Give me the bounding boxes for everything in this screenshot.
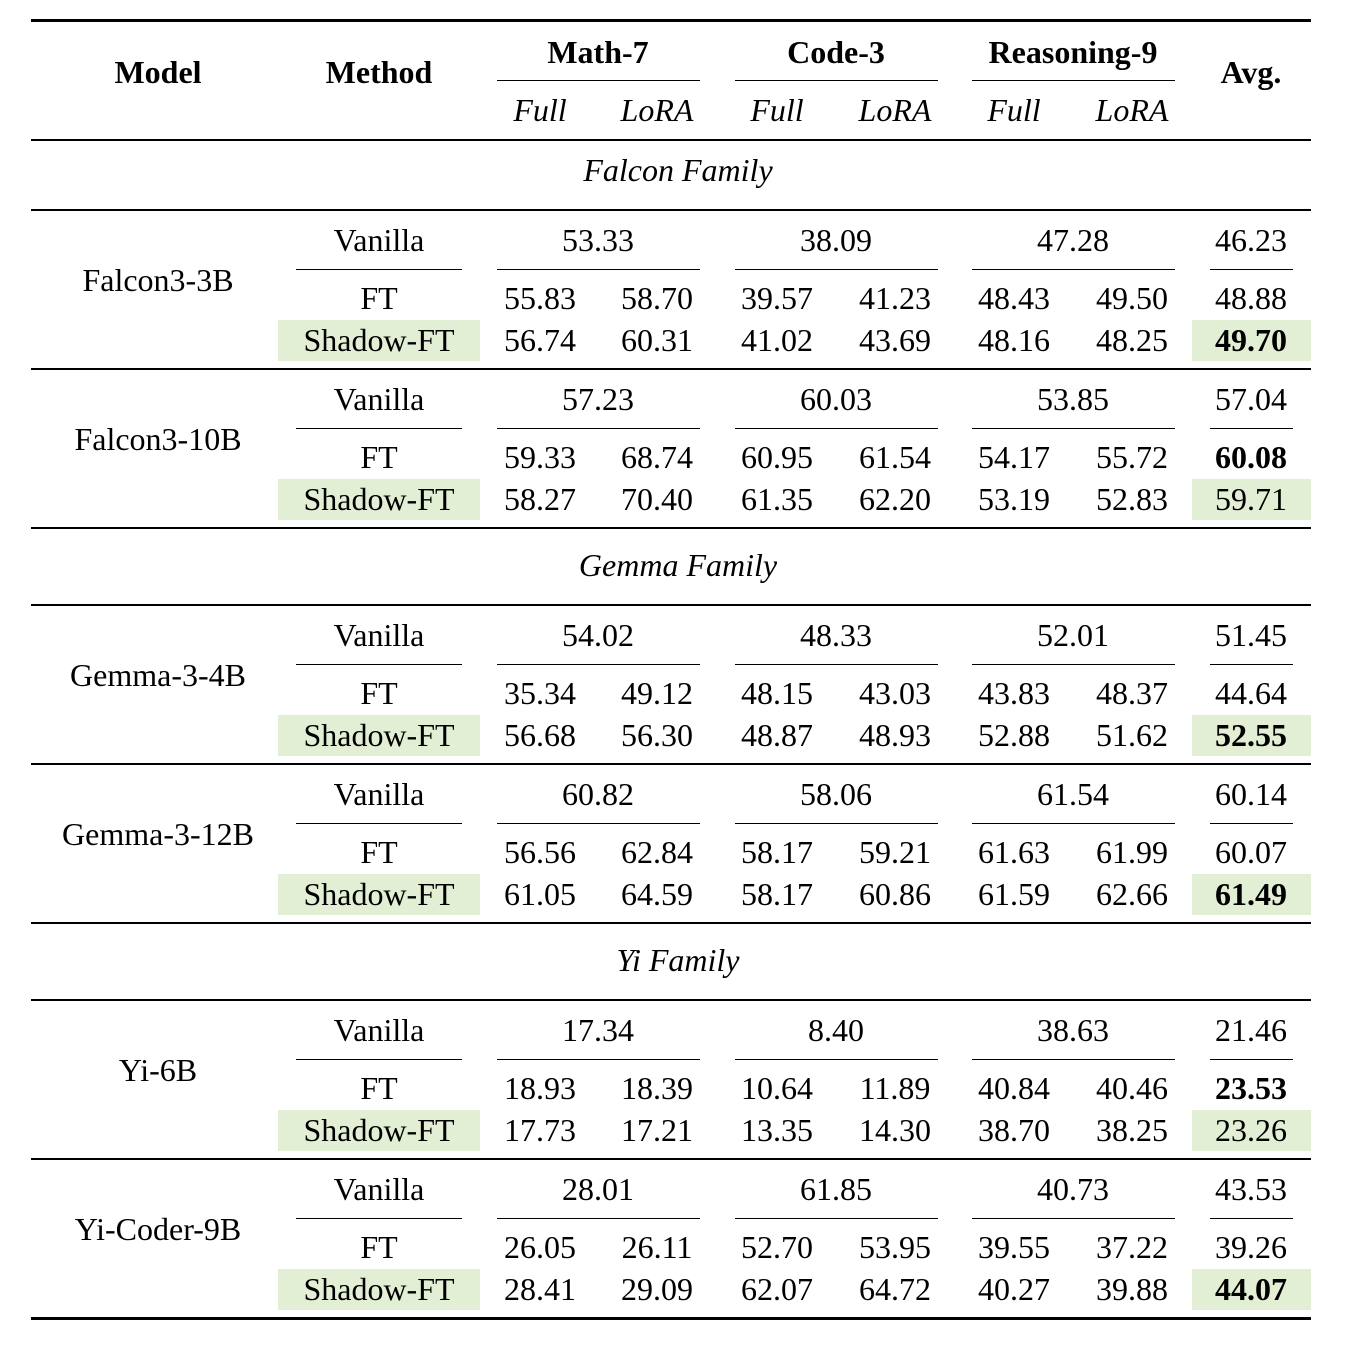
- shadow-value: 53.19: [978, 481, 1050, 517]
- method-ft: FT: [360, 439, 398, 475]
- vanilla-code: 61.85: [800, 1171, 872, 1207]
- ft-value: 61.99: [1096, 834, 1168, 870]
- shadow-avg: 44.07: [1215, 1271, 1287, 1307]
- sub-code-lora: LoRA: [858, 92, 932, 128]
- shadow-value: 48.93: [859, 717, 931, 753]
- ft-value: 26.11: [621, 1229, 693, 1265]
- ft-value: 35.34: [504, 675, 576, 711]
- shadow-value: 61.05: [504, 876, 576, 912]
- shadow-value: 17.73: [504, 1112, 576, 1148]
- ft-value: 48.43: [978, 280, 1050, 316]
- family-title: Falcon Family: [583, 152, 773, 188]
- method-vanilla: Vanilla: [333, 381, 425, 417]
- group-midrule: [497, 1059, 700, 1060]
- group-midrule: [497, 269, 700, 270]
- method-shadow-ft: Shadow-FT: [303, 717, 455, 753]
- vanilla-reasoning: 40.73: [1037, 1171, 1109, 1207]
- vanilla-math: 54.02: [562, 617, 634, 653]
- avg-midrule: [1210, 1059, 1293, 1060]
- vanilla-code: 8.40: [808, 1012, 864, 1048]
- vanilla-avg: 43.53: [1215, 1171, 1287, 1207]
- ft-value: 18.93: [504, 1070, 576, 1106]
- group-midrule: [735, 428, 938, 429]
- shadow-value: 52.83: [1096, 481, 1168, 517]
- method-vanilla: Vanilla: [333, 1171, 425, 1207]
- vanilla-reasoning: 61.54: [1037, 776, 1109, 812]
- method-midrule: [296, 664, 462, 665]
- avg-midrule: [1210, 1218, 1293, 1219]
- shadow-value: 28.41: [504, 1271, 576, 1307]
- shadow-avg: 49.70: [1215, 322, 1287, 358]
- sub-math-full: Full: [513, 92, 567, 128]
- avg-midrule: [1210, 428, 1293, 429]
- bottom-rule: [31, 1317, 1311, 1320]
- ft-avg: 39.26: [1215, 1229, 1287, 1265]
- vanilla-reasoning: 38.63: [1037, 1012, 1109, 1048]
- avg-midrule: [1210, 823, 1293, 824]
- shadow-value: 17.21: [621, 1112, 693, 1148]
- ft-value: 55.83: [504, 280, 576, 316]
- ft-avg: 44.64: [1215, 675, 1287, 711]
- shadow-value: 52.88: [978, 717, 1050, 753]
- family-rule: [31, 209, 1311, 211]
- vanilla-avg: 60.14: [1215, 776, 1287, 812]
- group-midrule: [497, 1218, 700, 1219]
- shadow-value: 56.30: [621, 717, 693, 753]
- ft-value: 59.33: [504, 439, 576, 475]
- model-name: Gemma-3-4B: [70, 657, 246, 693]
- shadow-value: 39.88: [1096, 1271, 1168, 1307]
- method-shadow-ft: Shadow-FT: [303, 481, 455, 517]
- shadow-value: 51.62: [1096, 717, 1168, 753]
- avg-midrule: [1210, 269, 1293, 270]
- group-midrule: [497, 428, 700, 429]
- ft-value: 60.95: [741, 439, 813, 475]
- vanilla-avg: 46.23: [1215, 222, 1287, 258]
- ft-value: 40.46: [1096, 1070, 1168, 1106]
- family-end-rule: [31, 922, 1311, 924]
- ft-value: 58.70: [621, 280, 693, 316]
- model-name: Falcon3-3B: [82, 262, 234, 298]
- method-ft: FT: [360, 834, 398, 870]
- vanilla-avg: 21.46: [1215, 1012, 1287, 1048]
- header-math: Math-7: [547, 34, 649, 70]
- group-rule-math: [497, 80, 700, 81]
- vanilla-avg: 57.04: [1215, 381, 1287, 417]
- shadow-avg: 59.71: [1215, 481, 1287, 517]
- shadow-value: 62.20: [859, 481, 931, 517]
- ft-value: 55.72: [1096, 439, 1168, 475]
- ft-value: 11.89: [859, 1070, 931, 1106]
- vanilla-math: 60.82: [562, 776, 634, 812]
- group-rule-code: [735, 80, 938, 81]
- method-midrule: [296, 1218, 462, 1219]
- group-midrule: [735, 823, 938, 824]
- family-title: Gemma Family: [578, 547, 778, 583]
- header-reasoning: Reasoning-9: [988, 34, 1158, 70]
- vanilla-reasoning: 52.01: [1037, 617, 1109, 653]
- header-avg: Avg.: [1220, 54, 1282, 90]
- shadow-value: 56.68: [504, 717, 576, 753]
- sub-reasoning-lora: LoRA: [1095, 92, 1169, 128]
- method-shadow-ft: Shadow-FT: [303, 1112, 455, 1148]
- ft-value: 48.15: [741, 675, 813, 711]
- group-midrule: [972, 1059, 1175, 1060]
- shadow-value: 64.72: [859, 1271, 931, 1307]
- ft-value: 61.54: [859, 439, 931, 475]
- ft-value: 43.03: [859, 675, 931, 711]
- ft-value: 39.57: [741, 280, 813, 316]
- shadow-value: 38.70: [978, 1112, 1050, 1148]
- shadow-value: 43.69: [859, 322, 931, 358]
- ft-value: 53.95: [859, 1229, 931, 1265]
- ft-value: 43.83: [978, 675, 1050, 711]
- method-vanilla: Vanilla: [333, 222, 425, 258]
- method-midrule: [296, 428, 462, 429]
- ft-value: 62.84: [621, 834, 693, 870]
- shadow-value: 61.35: [741, 481, 813, 517]
- ft-avg: 48.88: [1215, 280, 1287, 316]
- shadow-avg: 61.49: [1215, 876, 1287, 912]
- family-end-rule: [31, 527, 1311, 529]
- ft-value: 54.17: [978, 439, 1050, 475]
- method-midrule: [296, 1059, 462, 1060]
- method-vanilla: Vanilla: [333, 776, 425, 812]
- vanilla-code: 58.06: [800, 776, 872, 812]
- ft-avg: 60.08: [1215, 439, 1287, 475]
- method-shadow-ft: Shadow-FT: [303, 876, 455, 912]
- shadow-value: 61.59: [978, 876, 1050, 912]
- ft-value: 49.50: [1096, 280, 1168, 316]
- sub-reasoning-full: Full: [987, 92, 1041, 128]
- vanilla-avg: 51.45: [1215, 617, 1287, 653]
- ft-value: 68.74: [621, 439, 693, 475]
- ft-value: 40.84: [978, 1070, 1050, 1106]
- header-model: Model: [114, 54, 202, 90]
- ft-value: 26.05: [504, 1229, 576, 1265]
- group-midrule: [497, 823, 700, 824]
- header-method: Method: [325, 54, 433, 90]
- family-rule: [31, 999, 1311, 1001]
- vanilla-math: 53.33: [562, 222, 634, 258]
- group-rule-reasoning: [972, 80, 1175, 81]
- vanilla-math: 17.34: [562, 1012, 634, 1048]
- shadow-value: 58.17: [741, 876, 813, 912]
- header-code: Code-3: [787, 34, 885, 70]
- method-vanilla: Vanilla: [333, 1012, 425, 1048]
- group-midrule: [735, 1059, 938, 1060]
- sub-math-lora: LoRA: [620, 92, 694, 128]
- group-midrule: [735, 269, 938, 270]
- ft-value: 52.70: [741, 1229, 813, 1265]
- group-midrule: [972, 269, 1175, 270]
- vanilla-reasoning: 53.85: [1037, 381, 1109, 417]
- family-rule: [31, 604, 1311, 606]
- method-ft: FT: [360, 280, 398, 316]
- method-shadow-ft: Shadow-FT: [303, 1271, 455, 1307]
- shadow-value: 58.27: [504, 481, 576, 517]
- model-separator: [31, 368, 1311, 370]
- ft-value: 56.56: [504, 834, 576, 870]
- ft-value: 37.22: [1096, 1229, 1168, 1265]
- group-midrule: [972, 664, 1175, 665]
- vanilla-math: 57.23: [562, 381, 634, 417]
- shadow-value: 62.07: [741, 1271, 813, 1307]
- shadow-value: 64.59: [621, 876, 693, 912]
- model-name: Falcon3-10B: [74, 421, 242, 457]
- group-midrule: [497, 664, 700, 665]
- vanilla-math: 28.01: [562, 1171, 634, 1207]
- model-name: Yi-Coder-9B: [74, 1211, 242, 1247]
- ft-value: 58.17: [741, 834, 813, 870]
- shadow-value: 56.74: [504, 322, 576, 358]
- ft-avg: 23.53: [1215, 1070, 1287, 1106]
- group-midrule: [735, 664, 938, 665]
- shadow-value: 13.35: [741, 1112, 813, 1148]
- shadow-value: 70.40: [621, 481, 693, 517]
- ft-value: 59.21: [859, 834, 931, 870]
- shadow-value: 14.30: [859, 1112, 931, 1148]
- group-midrule: [972, 823, 1175, 824]
- shadow-value: 48.87: [741, 717, 813, 753]
- sub-code-full: Full: [750, 92, 804, 128]
- model-name: Yi-6B: [118, 1052, 198, 1088]
- model-separator: [31, 1158, 1311, 1160]
- method-midrule: [296, 269, 462, 270]
- group-midrule: [972, 1218, 1175, 1219]
- ft-value: 49.12: [621, 675, 693, 711]
- header-bottom-rule: [31, 139, 1311, 141]
- shadow-value: 29.09: [621, 1271, 693, 1307]
- group-midrule: [735, 1218, 938, 1219]
- group-midrule: [972, 428, 1175, 429]
- top-rule: [31, 19, 1311, 22]
- method-ft: FT: [360, 1070, 398, 1106]
- avg-midrule: [1210, 664, 1293, 665]
- shadow-value: 41.02: [741, 322, 813, 358]
- model-separator: [31, 763, 1311, 765]
- method-ft: FT: [360, 675, 398, 711]
- ft-avg: 60.07: [1215, 834, 1287, 870]
- vanilla-code: 60.03: [800, 381, 872, 417]
- shadow-value: 60.86: [859, 876, 931, 912]
- ft-value: 41.23: [859, 280, 931, 316]
- model-name: Gemma-3-12B: [62, 816, 254, 852]
- vanilla-code: 48.33: [800, 617, 872, 653]
- method-shadow-ft: Shadow-FT: [303, 322, 455, 358]
- shadow-value: 60.31: [621, 322, 693, 358]
- ft-value: 61.63: [978, 834, 1050, 870]
- shadow-value: 40.27: [978, 1271, 1050, 1307]
- vanilla-code: 38.09: [800, 222, 872, 258]
- shadow-avg: 23.26: [1215, 1112, 1287, 1148]
- ft-value: 39.55: [978, 1229, 1050, 1265]
- vanilla-reasoning: 47.28: [1037, 222, 1109, 258]
- ft-value: 10.64: [741, 1070, 813, 1106]
- family-title: Yi Family: [616, 942, 740, 978]
- shadow-value: 38.25: [1096, 1112, 1168, 1148]
- shadow-value: 48.25: [1096, 322, 1168, 358]
- method-ft: FT: [360, 1229, 398, 1265]
- ft-value: 18.39: [621, 1070, 693, 1106]
- method-vanilla: Vanilla: [333, 617, 425, 653]
- method-midrule: [296, 823, 462, 824]
- shadow-value: 62.66: [1096, 876, 1168, 912]
- shadow-avg: 52.55: [1215, 717, 1287, 753]
- ft-value: 48.37: [1096, 675, 1168, 711]
- shadow-value: 48.16: [978, 322, 1050, 358]
